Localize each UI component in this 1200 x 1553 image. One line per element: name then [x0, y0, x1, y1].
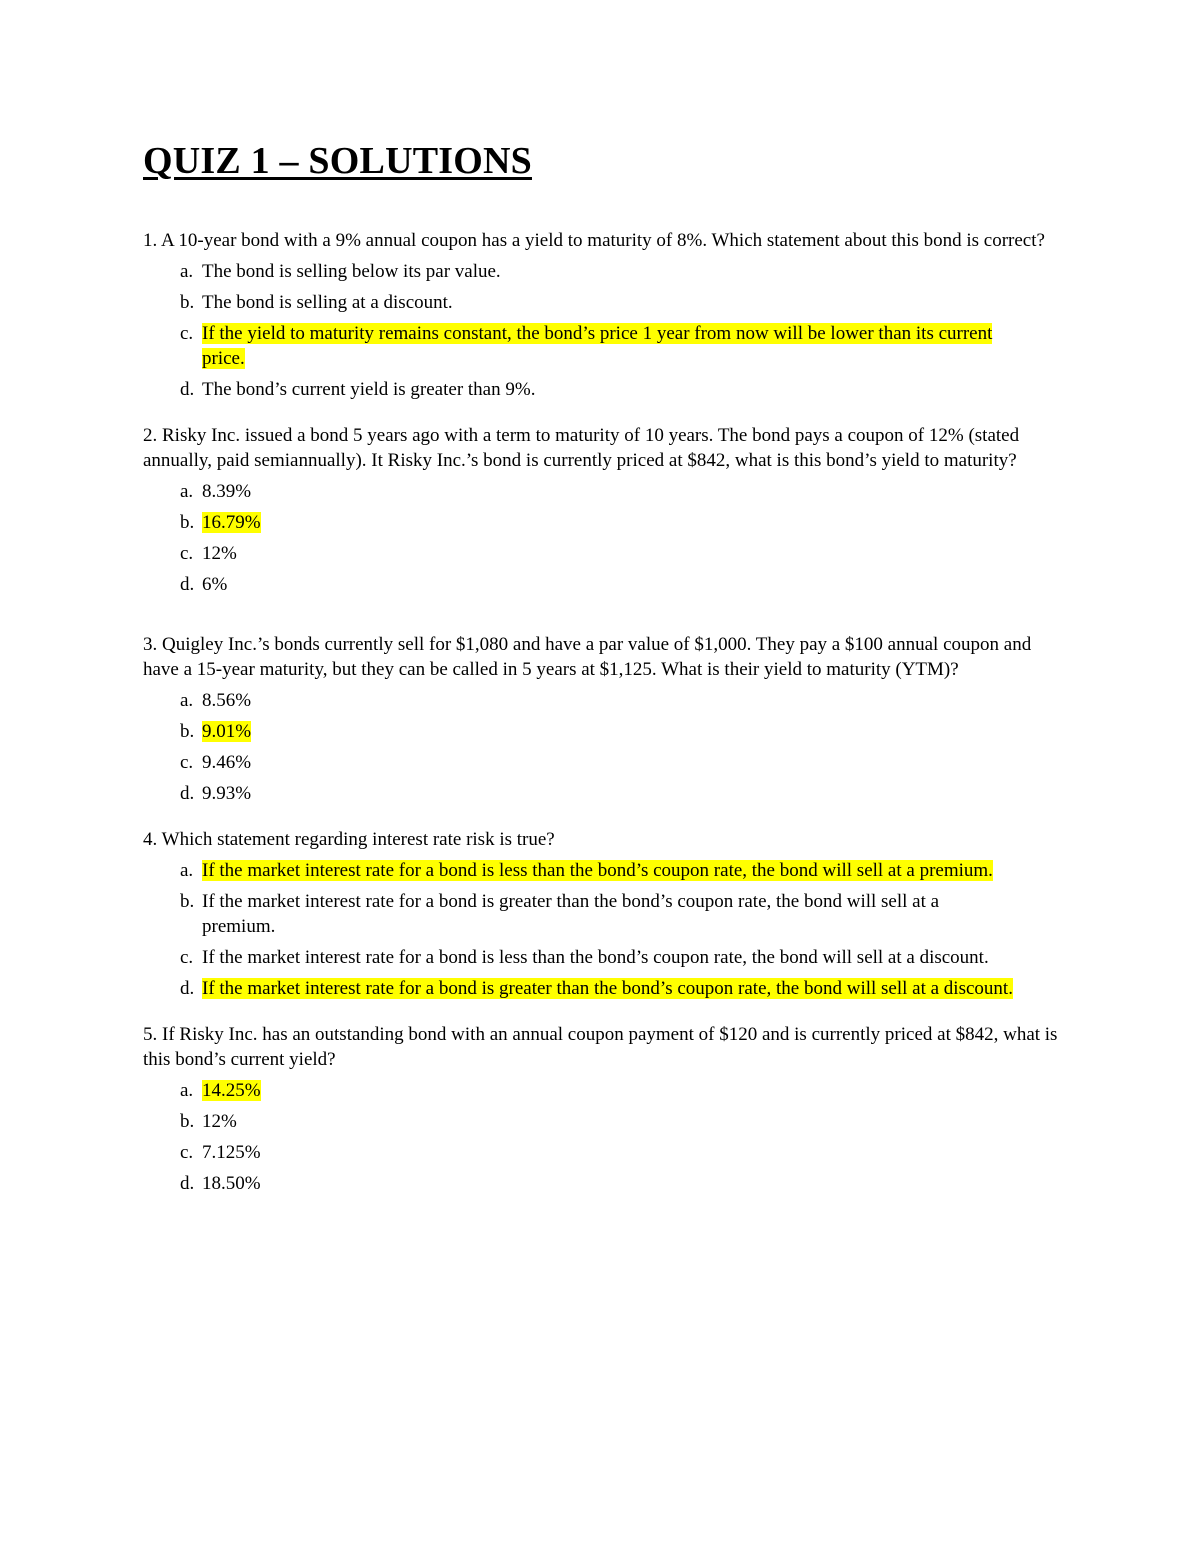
question-4 [143, 827, 1063, 1001]
option-text: The bond is selling at a discount. [202, 291, 453, 313]
answer-options [143, 688, 1063, 806]
option-text-highlighted: If the market interest rate for a bond is less than the bond’s coupon rate, the bond will sell at a premium. [202, 859, 993, 881]
option-letter: c. [180, 946, 194, 968]
answer-option-d-correct [180, 976, 1063, 1001]
option-text-highlighted: 14.25% [202, 1079, 261, 1101]
answer-option-a-correct [180, 858, 1063, 883]
option-text: 12% [202, 1110, 237, 1132]
option-letter: a. [180, 689, 194, 711]
option-text: 9.46% [202, 751, 252, 773]
question-1 [143, 228, 1063, 402]
question-prompt [143, 632, 1063, 682]
question-text: Risky Inc. issued a bond 5 years ago with a term to maturity of 10 years. The bond pays a coupon of 12% (stated annually, paid semiannually). It Risky Inc.’s bond is currently priced at $842, what is this bond’s yield to maturity? [143, 424, 1020, 471]
option-letter: b. [180, 1110, 195, 1132]
option-text: 6% [202, 573, 228, 595]
answer-option-d [180, 572, 1063, 597]
question-text: A 10-year bond with a 9% annual coupon has a yield to maturity of 8%. Which statement about this bond is correct? [160, 229, 1045, 251]
option-letter: b. [180, 890, 195, 912]
answer-options [143, 858, 1063, 1001]
document-page [143, 140, 1063, 1196]
answer-option-a [180, 688, 1063, 713]
answer-option-d [180, 781, 1063, 806]
question-text: Quigley Inc.’s bonds currently sell for $1,080 and have a par value of $1,000. They pay a $100 annual coupon and have a 15-year maturity, but they can be called in 5 years at $1,125. What is their yield to maturity (YTM)? [143, 633, 1032, 680]
option-text: 18.50% [202, 1172, 261, 1194]
option-text: The bond is selling below its par value. [202, 260, 501, 282]
option-letter: d. [180, 977, 195, 999]
option-letter: d. [180, 782, 195, 804]
answer-option-b-correct [180, 510, 1063, 535]
answer-option-a [180, 479, 1063, 504]
answer-option-c [180, 945, 1063, 970]
answer-options [143, 259, 1063, 402]
answer-option-c [180, 541, 1063, 566]
question-text: Which statement regarding interest rate risk is true? [161, 828, 555, 850]
answer-option-a [180, 259, 1063, 284]
option-letter: d. [180, 573, 195, 595]
option-text-highlighted: 16.79% [202, 511, 261, 533]
option-text: 7.125% [202, 1141, 261, 1163]
answer-option-b [180, 1109, 1063, 1134]
option-text: 9.93% [202, 782, 252, 804]
option-letter: c. [180, 322, 194, 344]
option-text-highlighted: 9.01% [202, 720, 252, 742]
answer-option-d [180, 377, 1063, 402]
question-number: 1. [143, 229, 158, 251]
option-letter: c. [180, 751, 194, 773]
answer-options [143, 479, 1063, 597]
answer-option-c-correct [180, 321, 1063, 371]
answer-option-c [180, 750, 1063, 775]
option-letter: a. [180, 859, 194, 881]
option-letter: d. [180, 378, 195, 400]
answer-options [143, 1078, 1063, 1196]
option-letter: a. [180, 260, 194, 282]
option-letter: b. [180, 511, 195, 533]
answer-option-a-correct [180, 1078, 1063, 1103]
option-text: The bond’s current yield is greater than 9%. [202, 378, 536, 400]
option-text: If the market interest rate for a bond is greater than the bond’s coupon rate, the bond will sell at a premium. [202, 890, 940, 937]
option-text-highlighted: If the yield to maturity remains constant, the bond’s price 1 year from now will be lower than its current price. [202, 322, 993, 369]
option-letter: d. [180, 1172, 195, 1194]
question-prompt [143, 423, 1063, 473]
question-3 [143, 632, 1063, 806]
option-letter: c. [180, 542, 194, 564]
option-text: 12% [202, 542, 237, 564]
question-5 [143, 1022, 1063, 1196]
option-letter: b. [180, 291, 195, 313]
option-text: If the market interest rate for a bond is less than the bond’s coupon rate, the bond will sell at a discount. [202, 946, 989, 968]
answer-option-d [180, 1171, 1063, 1196]
question-number: 3. [143, 633, 158, 655]
option-text-highlighted: If the market interest rate for a bond is greater than the bond’s coupon rate, the bond will sell at a discount. [202, 977, 1013, 999]
option-letter: b. [180, 720, 195, 742]
question-prompt [143, 228, 1063, 253]
question-text: If Risky Inc. has an outstanding bond with an annual coupon payment of $120 and is currently priced at $842, what is this bond’s current yield? [143, 1023, 1058, 1070]
option-letter: a. [180, 1079, 194, 1101]
question-2 [143, 423, 1063, 597]
answer-option-b [180, 290, 1063, 315]
page-title: QUIZ 1 – SOLUTIONS [143, 140, 532, 182]
question-prompt [143, 827, 1063, 852]
question-number: 2. [143, 424, 158, 446]
question-number: 4. [143, 828, 158, 850]
option-letter: c. [180, 1141, 194, 1163]
answer-option-b-correct [180, 719, 1063, 744]
question-number: 5. [143, 1023, 158, 1045]
answer-option-c [180, 1140, 1063, 1165]
option-text: 8.39% [202, 480, 252, 502]
answer-option-b [180, 889, 1063, 939]
question-prompt [143, 1022, 1063, 1072]
option-letter: a. [180, 480, 194, 502]
option-text: 8.56% [202, 689, 252, 711]
